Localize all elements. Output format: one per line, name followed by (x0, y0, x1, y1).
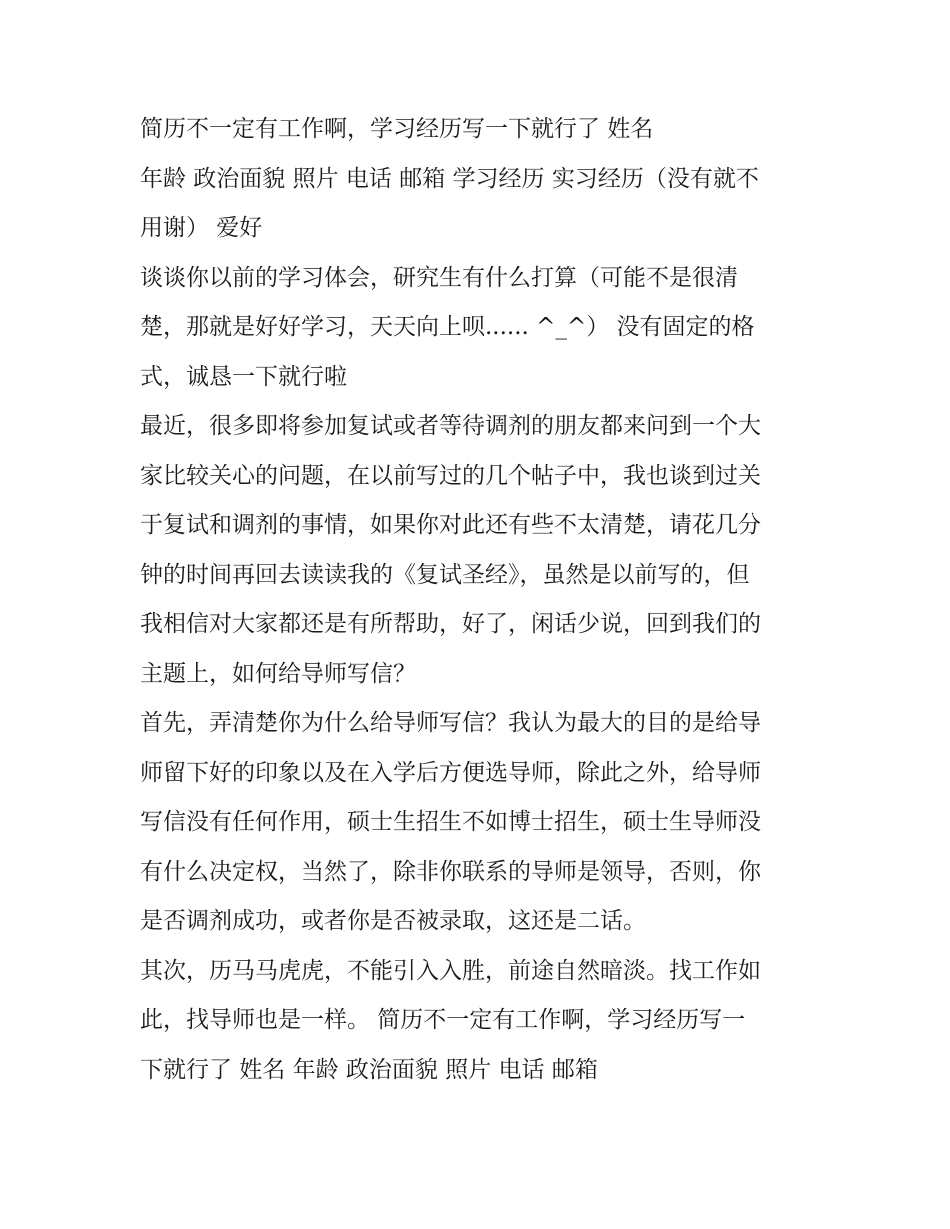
text-line: 此，找导师也是一样。 简历不一定有工作啊，学习经历写一 (140, 1007, 746, 1033)
text-line: 最近，很多即将参加复试或者等待调剂的朋友都来问到一个大 (140, 413, 761, 439)
text-line: 师留下好的印象以及在入学后方便选导师，除此之外，给导师 (140, 759, 761, 786)
text-line: 我相信对大家都还是有所帮助，好了，闲话少说，回到我们的 (140, 611, 761, 637)
text-line: 年龄 政治面貌 照片 电话 邮箱 学习经历 实习经历（没有就不 (140, 165, 759, 192)
text-line: 式，诚恳一下就行啦 (140, 363, 347, 390)
text-line: 首先，弄清楚你为什么给导师写信？我认为最大的目的是给导 (140, 710, 761, 736)
text-line: 楚，那就是好好学习，天天向上呗...... ^_^） 没有固定的格 (140, 314, 755, 340)
text-line: 简历不一定有工作啊，学习经历写一下就行了 姓名 (140, 116, 654, 142)
text-line: 家比较关心的问题，在以前写过的几个帖子中，我也谈到过关 (140, 462, 761, 489)
text-line: 主题上，如何给导师写信？ (140, 660, 416, 687)
text-line: 写信没有任何作用，硕士生招生不如博士招生，硕士生导师没 (140, 809, 761, 835)
text-line: 用谢） 爱好 (140, 215, 263, 241)
text-line: 谈谈你以前的学习体会，研究生有什么打算（可能不是很清 (140, 264, 738, 291)
document-body (140, 105, 812, 1095)
text-line: 有什么决定权，当然了，除非你联系的导师是领导，否则，你 (140, 858, 761, 885)
text-line: 于复试和调剂的事情，如果你对此还有些不太清楚，请花几分 (140, 512, 761, 538)
text-line: 钟的时间再回去读读我的《复试圣经》，虽然是以前写的，但 (140, 561, 750, 588)
text-line: 是否调剂成功，或者你是否被录取，这还是二话。 (140, 908, 646, 934)
text-line: 其次，历马马虎虎，不能引入入胜，前途自然暗淡。找工作如 (140, 957, 761, 984)
text-line: 下就行了 姓名 年龄 政治面貌 照片 电话 邮箱 (140, 1056, 598, 1083)
